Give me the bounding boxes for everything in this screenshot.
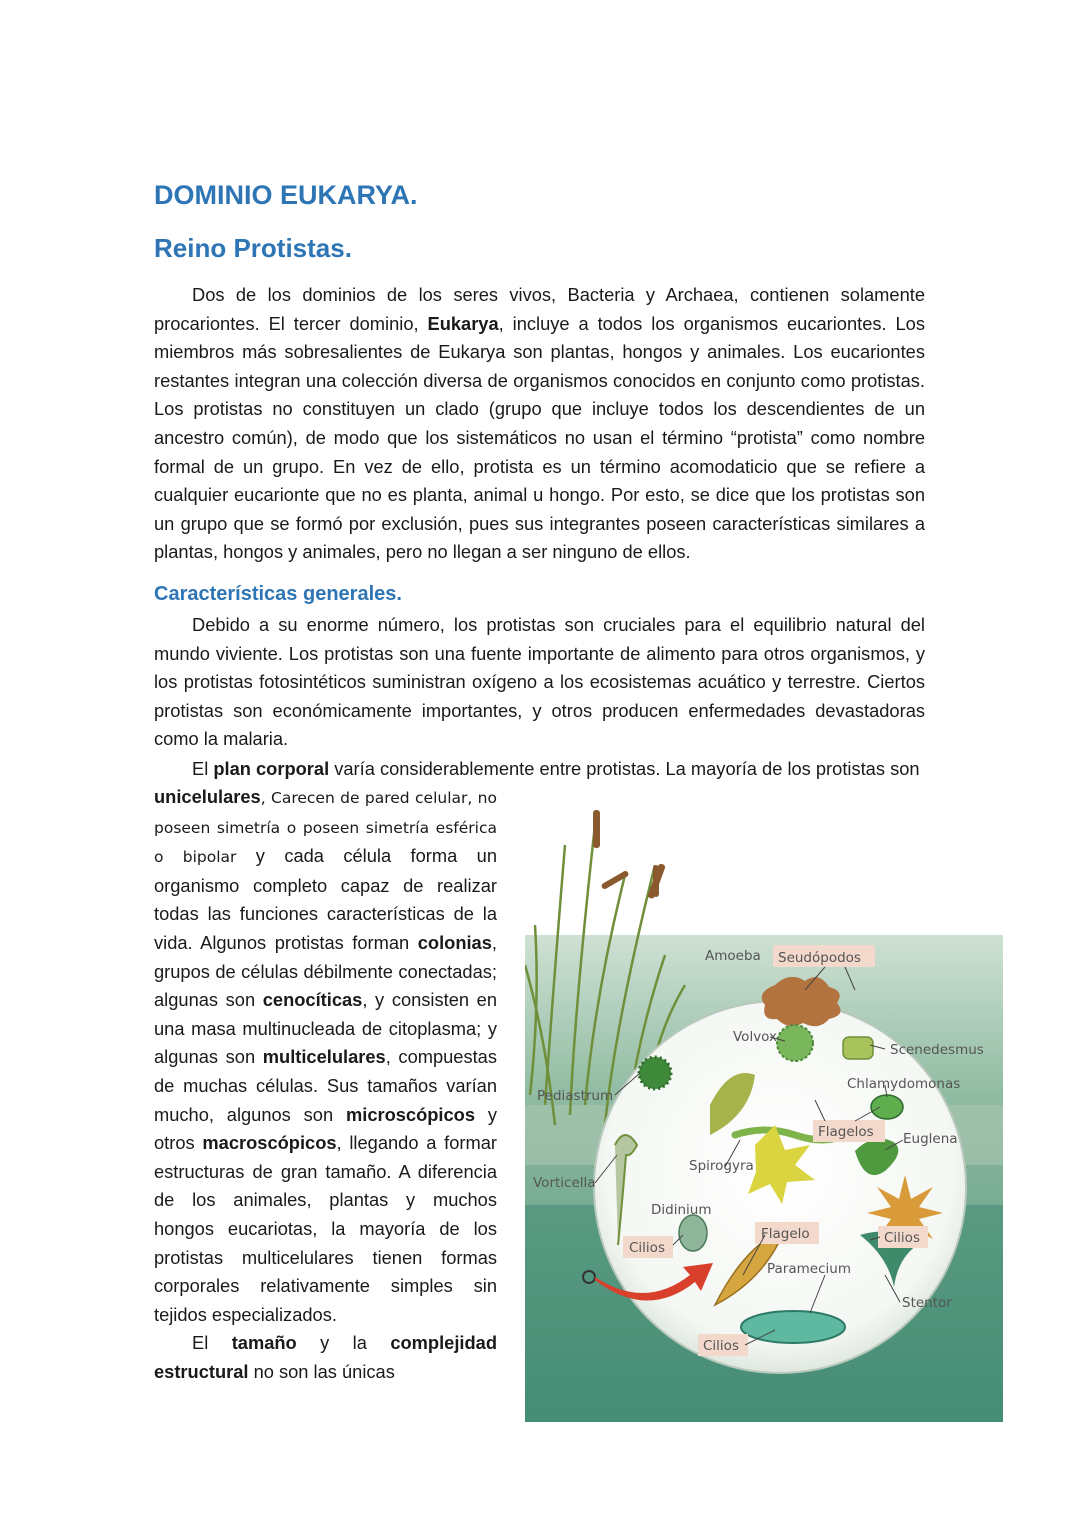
- body-plan-column-text: unicelulares, Carecen de pared celular, no poseen simetría o poseen simetría esférica o bipolar y cada célula forma un organismo completo capaz de realizar todas las funciones características de la vida. Algunos protistas forman colonias, grupos de células débilmente conectadas; algunas son cenocíticas, y consisten en una masa multinucleada de citoplasma; y algunas son multicelulares, compuestas de muchas células. Sus tamaños varían mucho, algunos son microscópicos y otros macroscópicos, llegando a formar estructuras de gran tamaño. A diferencia de los animales, plantas y muchos hongos eucariotas, la mayoría de los protistas multicelulares tienen formas corporales relativamente simples sin tejidos especializados. El tamaño y la complejidad estructural no son las únicas: [154, 786, 498, 1382]
- general-paragraph: Debido a su enorme número, los protistas son cruciales para el equilibrio natural del mundo viviente. Los protistas son una fuente importante de alimento para otros organismos, y los protistas fotosintéticos suministran oxígeno a los ecosistemas acuático y terrestre. Ciertos protistas son económicamente importantes, y otros producen enfermedades devastadoras como la malaria.: [154, 614, 925, 750]
- body-plan-paragraph: El plan corporal varía considerablemente entre protistas. La mayoría de los protistas son: [192, 758, 920, 779]
- label-stentor: Stentor: [902, 1295, 952, 1311]
- paramecium: [741, 1311, 845, 1343]
- volvox: [777, 1025, 813, 1061]
- scenedesmus: [843, 1037, 873, 1059]
- didinium: [679, 1215, 707, 1251]
- label-scenedesmus: Scenedesmus: [890, 1042, 984, 1058]
- label-paramecium: Paramecium: [767, 1261, 851, 1277]
- label-flagelos: Flagelos: [818, 1124, 874, 1140]
- label-pediastrum: Pediastrum: [537, 1088, 614, 1104]
- domain-heading: DOMINIO EUKARYA.: [154, 180, 418, 210]
- section-heading: Características generales.: [154, 583, 402, 605]
- label-spirogyra: Spirogyra: [689, 1158, 754, 1174]
- kingdom-heading: Reino Protistas.: [154, 233, 352, 263]
- label-chlamydomonas: Chlamydomonas: [847, 1076, 961, 1092]
- label-cilios-didinium: Cilios: [629, 1240, 665, 1256]
- pediastrum: [639, 1057, 671, 1089]
- reed-heads: [593, 810, 666, 899]
- label-amoeba: Amoeba: [705, 948, 761, 964]
- label-euglena: Euglena: [903, 1131, 958, 1147]
- label-volvox: Volvox: [733, 1029, 778, 1045]
- label-seudopodos: Seudópodos: [778, 950, 861, 966]
- label-cilios-paramecium: Cilios: [703, 1338, 739, 1354]
- label-flagelo: Flagelo: [761, 1226, 810, 1242]
- label-cilios-stentor: Cilios: [884, 1230, 920, 1246]
- label-didinium: Didinium: [651, 1202, 712, 1218]
- chlamydomonas: [871, 1095, 903, 1119]
- label-vorticella: Vorticella: [533, 1175, 596, 1191]
- protists-illustration: [525, 805, 1003, 1422]
- intro-paragraph: Dos de los dominios de los seres vivos, Bacteria y Archaea, contienen solamente procariontes. El tercer dominio, Eukarya, incluye a todos los organismos eucariontes. Los miembros más sobresalientes de Eukarya son plantas, hongos y animales. Los eucariontes restantes integran una colección diversa de organismos conocidos en conjunto como protistas. Los protistas no constituyen un clado (grupo que incluye todos los descendientes de un ancestro común), de modo que los sistemáticos no usan el término “protista” como nombre formal de un grupo. En vez de ello, protista es un término acomodaticio que se refiere a cualquier eucarionte que no es planta, animal u hongo. Por esto, se dice que los protistas son un grupo que se formó por exclusión, pues sus integrantes poseen características similares a plantas, hongos y animales, pero no llegan a ser ninguno de ellos.: [154, 284, 925, 563]
